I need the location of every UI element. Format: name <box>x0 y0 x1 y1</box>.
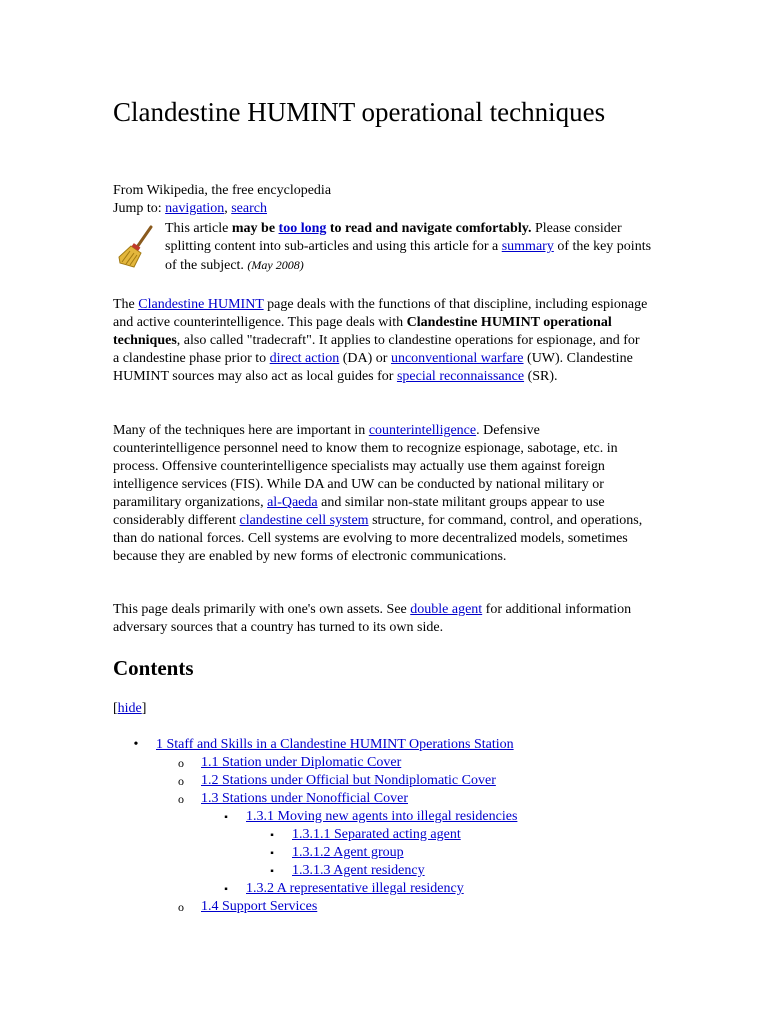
toc-item <box>113 754 658 772</box>
notice-text: This article may be too long to read and navigate comfortably. Please consider splitting content into sub-articles and using this article for a summary of the key points of the subject. (May 2008) <box>165 221 652 273</box>
toc-bullet-icon <box>267 826 277 845</box>
toc-item <box>113 862 658 880</box>
toc-item <box>113 826 658 844</box>
direct-action-link[interactable]: direct action <box>269 351 340 366</box>
toc-link[interactable]: 1.3 Stations under Nonofficial Cover <box>201 791 408 806</box>
toc-bullet-icon <box>176 898 186 917</box>
double-agent-link[interactable]: double agent <box>410 602 483 617</box>
broom-icon <box>117 224 157 272</box>
toc-bullet-icon <box>221 808 231 827</box>
jump-to: Jump to: navigation, search <box>113 201 267 216</box>
toc-bullet-icon <box>176 754 186 773</box>
hide-toc-link[interactable]: hide <box>117 701 142 716</box>
toc-bullet-icon <box>131 736 141 754</box>
toc-link[interactable]: 1.4 Support Services <box>201 899 318 914</box>
toc-link[interactable]: 1 Staff and Skills in a Clandestine HUMINT Operations Station <box>156 737 514 752</box>
toc-item <box>113 880 658 898</box>
table-of-contents <box>113 736 658 916</box>
toc-bullet-icon <box>267 844 277 863</box>
toc-bullet-icon <box>176 772 186 791</box>
too-long-notice <box>113 220 658 275</box>
toc-bullet-icon <box>221 880 231 899</box>
toc-link[interactable]: 1.1 Station under Diplomatic Cover <box>201 755 402 770</box>
toc-link[interactable]: 1.3.1 Moving new agents into illegal residencies <box>246 809 518 824</box>
notice-date: (May 2008) <box>247 258 304 272</box>
unconventional-warfare-link[interactable]: unconventional warfare <box>390 351 524 366</box>
page-title: Clandestine HUMINT operational techniques <box>113 97 606 127</box>
search-link[interactable]: search <box>231 201 267 216</box>
toc-bullet-icon <box>176 790 186 809</box>
toc-item <box>113 844 658 862</box>
site-subtitle <box>113 182 331 218</box>
toc-item <box>113 772 658 790</box>
toc-item <box>113 736 658 754</box>
toc-toggle: [hide] <box>113 701 147 716</box>
counterintelligence-link[interactable]: counterintelligence <box>368 423 477 438</box>
toc-bullet-icon <box>267 862 277 881</box>
special-reconnaissance-link[interactable]: special reconnaissance <box>396 369 525 384</box>
toc-link[interactable]: 1.3.1.1 Separated acting agent <box>292 827 461 842</box>
clandestine-humint-link[interactable]: Clandestine HUMINT <box>138 297 264 312</box>
contents-heading: Contents <box>113 656 194 680</box>
assets-paragraph: This page deals primarily with one's own assets. See double agent for additional information adversary sources that a country has turned to its own side. <box>113 602 632 635</box>
toc-item <box>113 790 658 808</box>
toc-link[interactable]: 1.3.2 A representative illegal residency <box>246 881 464 896</box>
toc-link[interactable]: 1.2 Stations under Official but Nondiplomatic Cover <box>201 773 496 788</box>
toc-link[interactable]: 1.3.1.3 Agent residency <box>292 863 425 878</box>
navigation-link[interactable]: navigation <box>165 201 225 216</box>
intro-paragraph: The Clandestine HUMINT page deals with the functions of that discipline, including espionage and active counterintelligence. This page deals with Clandestine HUMINT operational techniques, also called "tradecraft". It applies to clandestine operations for espionage, and for a clandestine phase prior to direct action (DA) or unconventional warfare (UW). Clandestine HUMINT sources may also act as local guides for special reconnaissance (SR). <box>113 297 648 384</box>
toc-item <box>113 808 658 826</box>
counterintelligence-paragraph: Many of the techniques here are important in counterintelligence. Defensive counterintelligence personnel need to know them to recognize espionage, sabotage, etc. in process. Offensive counterintelligence specialists may actually use them against foreign intelligence services (FIS). While DA and UW can be conducted by national military or paramilitary organizations, al-Qaeda and similar non-state militant groups appear to use considerably different clandestine cell system structure, for command, control, and operations, than do national forces. Cell systems are evolving to more decentralized models, sometimes because they are enabled by new forms of electronic communications. <box>113 423 643 564</box>
too-long-link[interactable]: too long <box>278 221 327 236</box>
from-wikipedia: From Wikipedia, the free encyclopedia <box>113 183 332 198</box>
al-qaeda-link[interactable]: al-Qaeda <box>267 495 318 510</box>
toc-link[interactable]: 1.3.1.2 Agent group <box>292 845 404 860</box>
toc-item <box>113 898 658 916</box>
summary-link[interactable]: summary <box>501 239 554 254</box>
clandestine-cell-system-link[interactable]: clandestine cell system <box>239 513 369 528</box>
